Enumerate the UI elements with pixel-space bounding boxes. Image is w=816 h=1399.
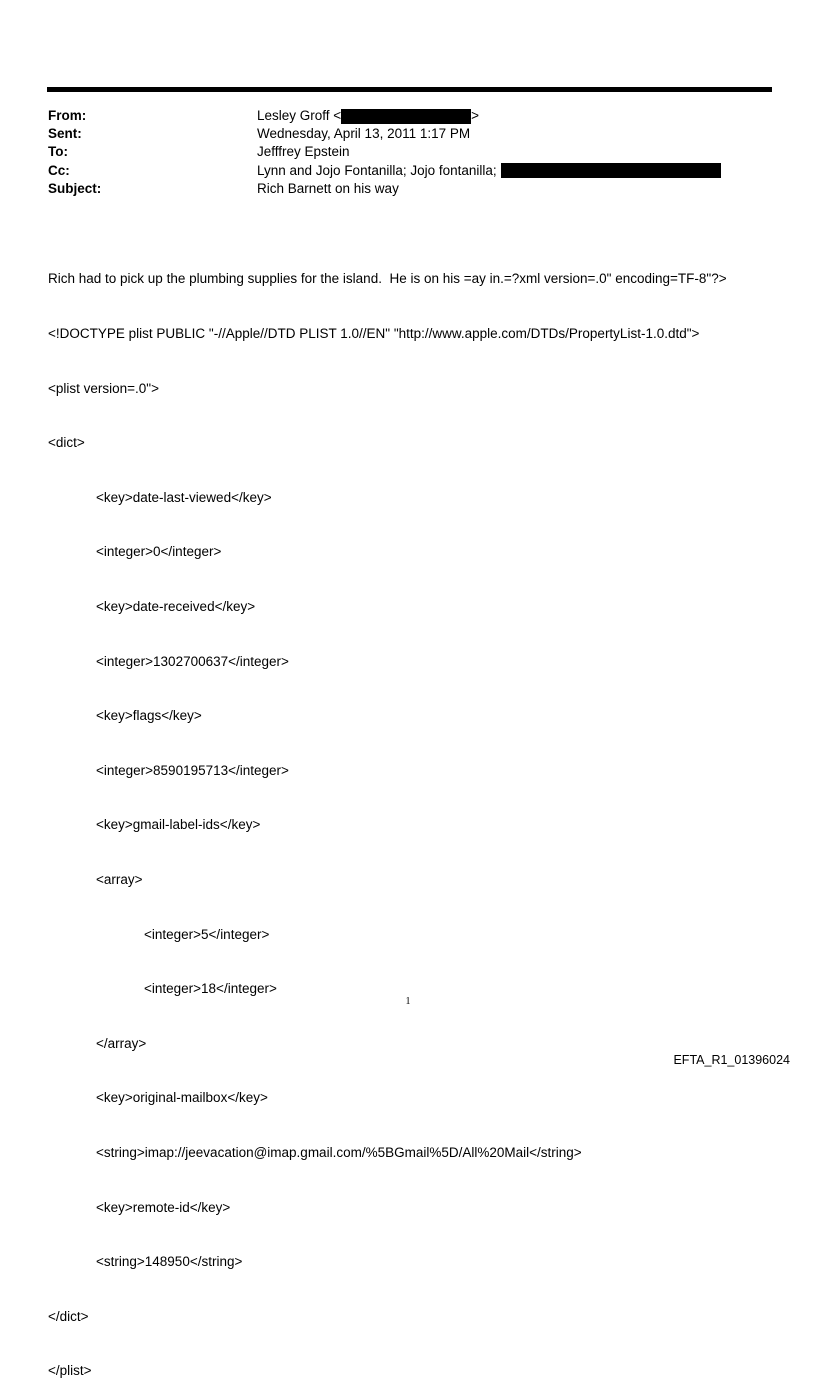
body-line: <string>imap://jeevacation@imap.gmail.com/%5BGmail%5D/All%20Mail</string> (96, 1144, 582, 1160)
body-line: Rich had to pick up the plumbing supplies for the island. He is on his =ay in.=?xml version=.0" encoding=TF-8"?> (48, 271, 727, 287)
body-line: <integer>1302700637</integer> (96, 653, 289, 669)
body-line: <integer>8590195713</integer> (96, 762, 289, 778)
body-line: <plist version=.0"> (48, 380, 159, 396)
body-line: <key>date-received</key> (96, 598, 256, 614)
body-line: <key>flags</key> (96, 708, 202, 724)
body-line: <key>date-last-viewed</key> (96, 489, 272, 505)
body-line: <!DOCTYPE plist PUBLIC "-//Apple//DTD PLIST 1.0//EN" "http://www.apple.com/DTDs/PropertyList-1.0.dtd"> (48, 326, 700, 341)
redaction-box (341, 109, 471, 124)
from-close: > (471, 108, 480, 123)
page-number: 1 (405, 996, 411, 1007)
sent-value: Wednesday, April 13, 2011 1:17 PM (257, 126, 471, 142)
redaction-box (501, 163, 721, 178)
body-line: <integer>0</integer> (96, 544, 222, 560)
from-name: Lesley Groff < (257, 108, 342, 123)
body-line: <array> (96, 871, 143, 887)
body-line: <key>original-mailbox</key> (96, 1090, 268, 1106)
sent-row (48, 125, 768, 143)
cc-label: Cc: (48, 162, 70, 178)
to-value: Jefffrey Epstein (257, 144, 350, 160)
document-id: EFTA_R1_01396024 (673, 1053, 790, 1067)
body-line: </dict> (48, 1308, 89, 1324)
body-line: <dict> (48, 435, 85, 451)
to-label: To: (48, 144, 68, 160)
from-value (257, 107, 768, 125)
cc-row (48, 162, 768, 180)
body-line: <integer>18</integer> (144, 981, 277, 997)
subject-row (48, 180, 768, 198)
from-label: From: (48, 108, 87, 123)
header-rule (47, 87, 772, 92)
body-line: </plist> (48, 1363, 92, 1379)
to-row (48, 143, 768, 161)
cc-names: Lynn and Jojo Fontanilla; Jojo fontanilla; (257, 162, 497, 178)
body-line: <key>gmail-label-ids</key> (96, 817, 261, 833)
from-row (48, 107, 768, 125)
email-header (48, 107, 768, 198)
body-line: </array> (96, 1035, 147, 1051)
subject-label: Subject: (48, 180, 102, 196)
sent-label: Sent: (48, 126, 82, 142)
subject-value: Rich Barnett on his way (257, 180, 399, 196)
body-line: <string>148950</string> (96, 1254, 243, 1270)
email-body (48, 234, 788, 1399)
body-line: <key>remote-id</key> (96, 1199, 231, 1215)
body-line: <integer>5</integer> (144, 926, 270, 942)
cc-value (257, 162, 768, 180)
